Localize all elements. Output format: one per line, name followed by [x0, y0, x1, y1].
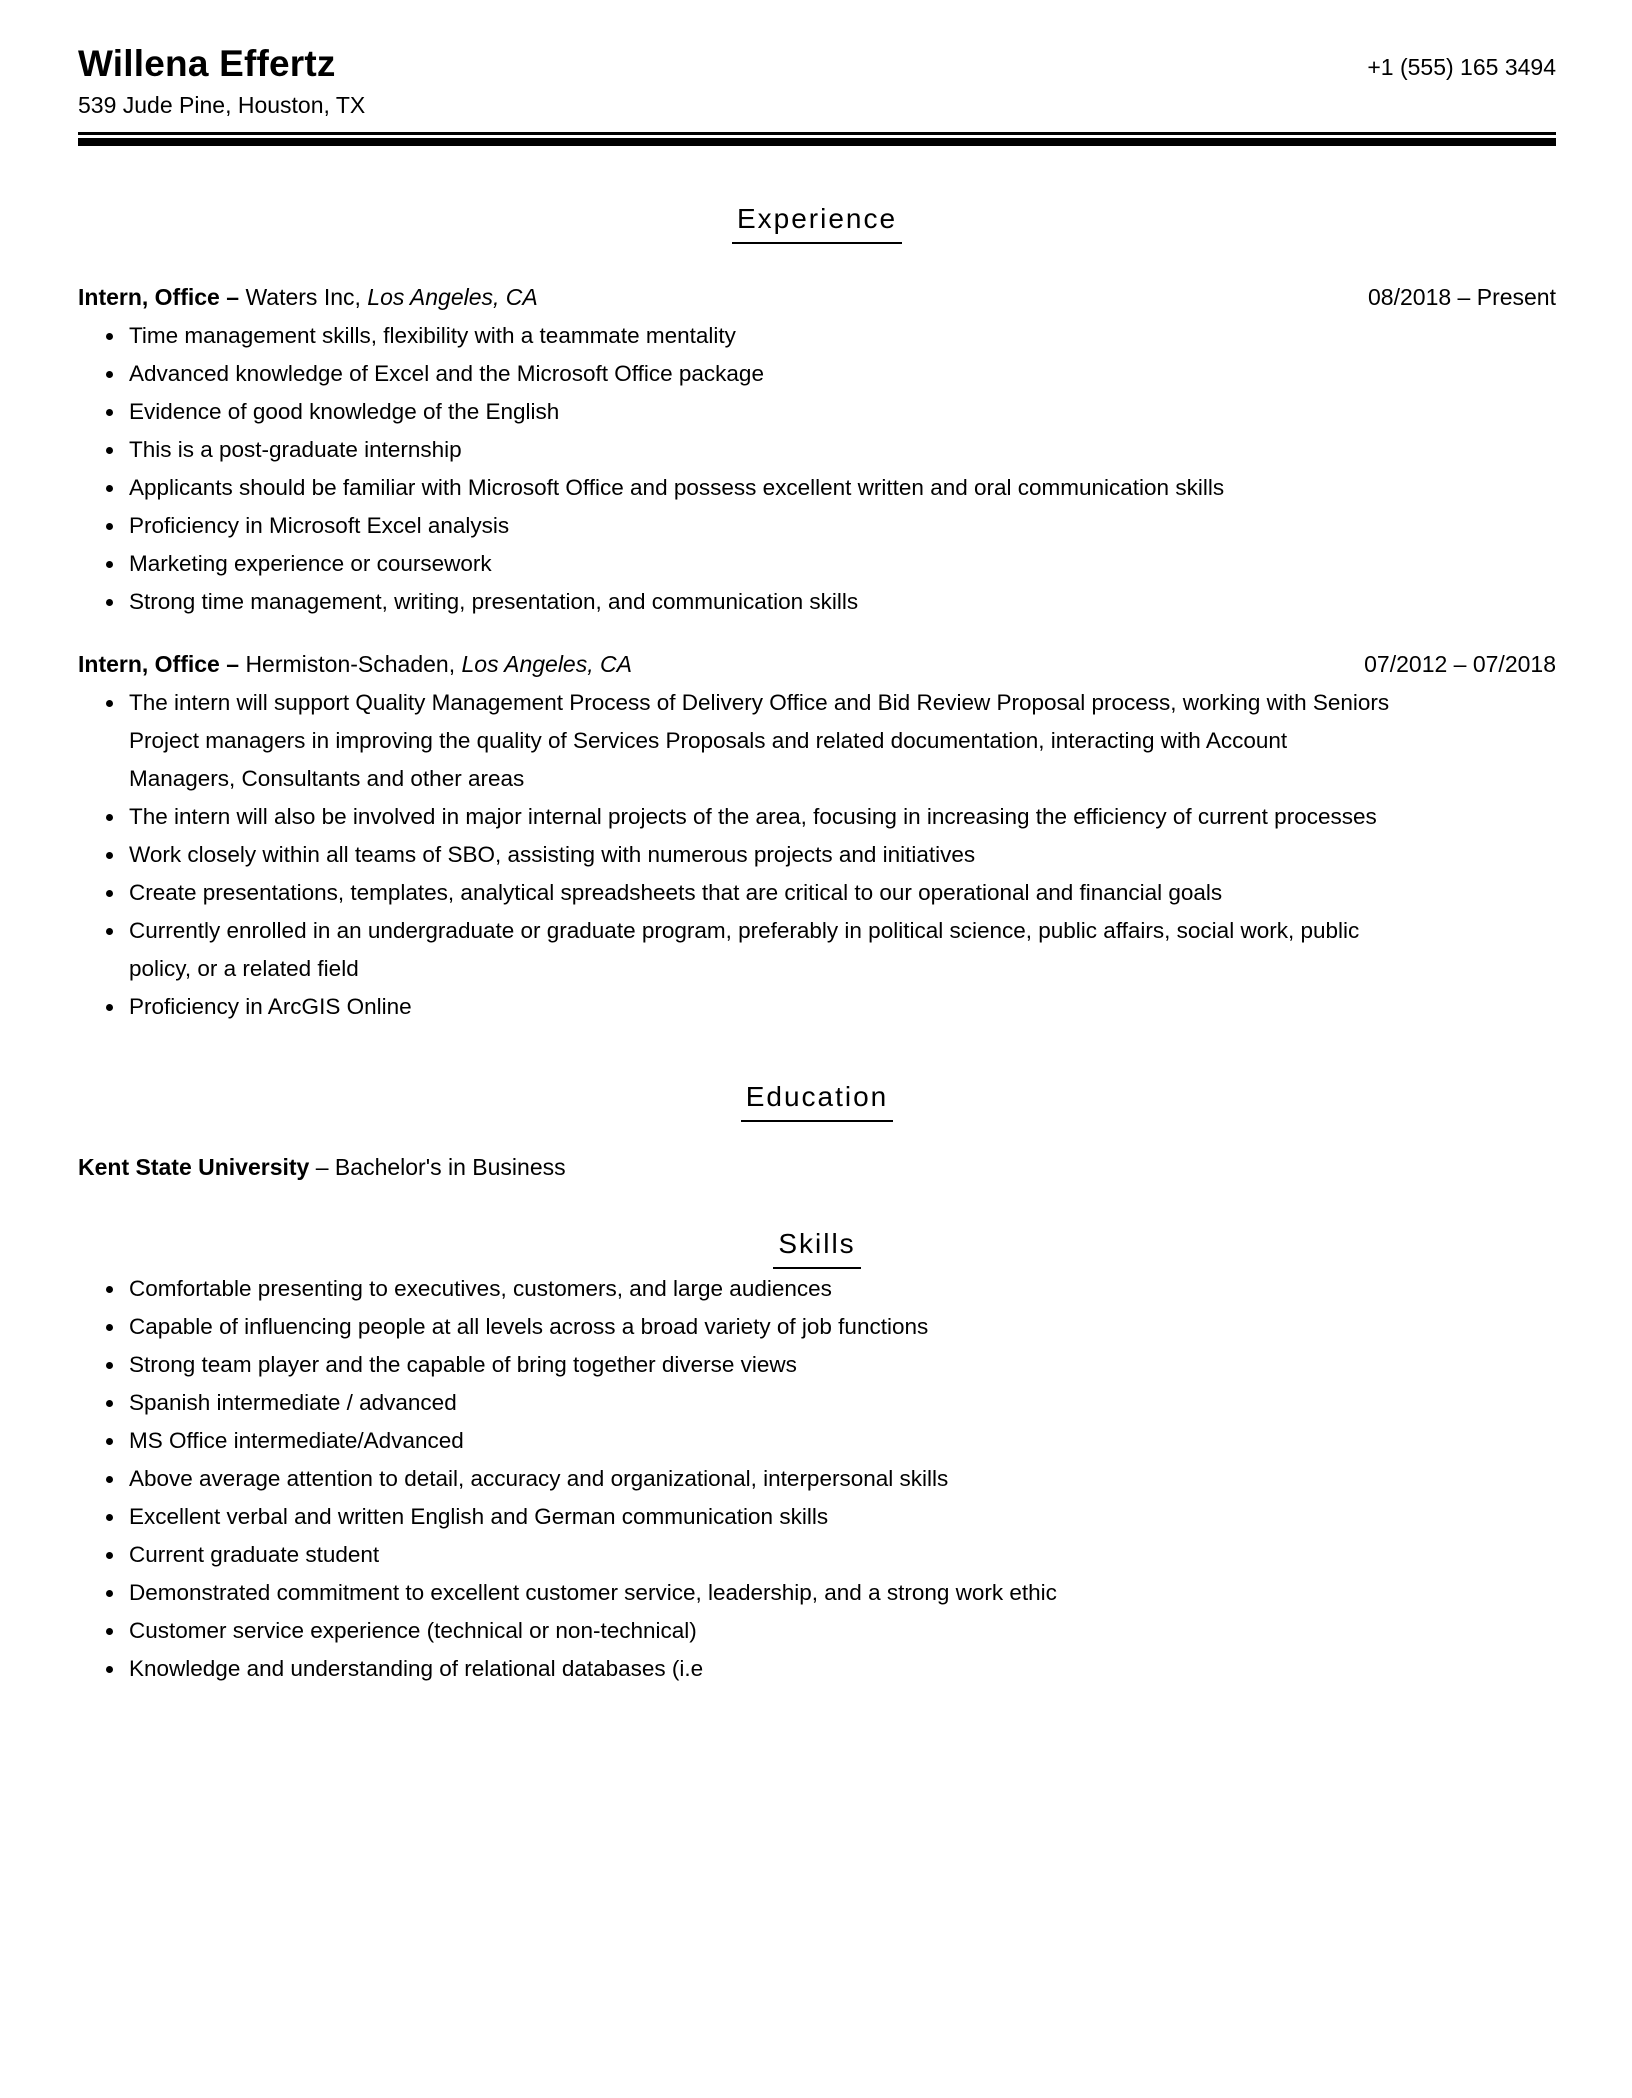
bullet-item: • Above average attention to detail, accuracy and organizational, interpersonal skills — [126, 1460, 1396, 1498]
bullet-item: • Evidence of good knowledge of the English — [126, 393, 1396, 431]
bullet-item: • Knowledge and understanding of relational databases (i.e — [126, 1650, 1396, 1688]
job-2-bullet-list — [78, 684, 1556, 1026]
job-1-role: Intern, Office – — [78, 283, 240, 310]
bullet-item: • Time management skills, flexibility with a teammate mentality — [126, 317, 1396, 355]
bullet-item: • Demonstrated commitment to excellent customer service, leadership, and a strong work ethic — [126, 1574, 1396, 1612]
bullet-item: • Marketing experience or coursework — [126, 545, 1396, 583]
job-1-company: Waters Inc, — [245, 283, 361, 310]
header-row — [78, 44, 1556, 85]
bullet-item: • Advanced knowledge of Excel and the Microsoft Office package — [126, 355, 1396, 393]
bullet-item: • This is a post-graduate internship — [126, 431, 1396, 469]
education-heading-text: Education — [741, 1081, 894, 1122]
divider-thick-rule — [78, 138, 1556, 146]
education-section-heading — [78, 1081, 1556, 1122]
bullet-item: • MS Office intermediate/Advanced — [126, 1422, 1396, 1460]
experience-job-1 — [78, 278, 1556, 621]
skills-heading-text: Skills — [773, 1228, 860, 1269]
bullet-item: • Excellent verbal and written English and German communication skills — [126, 1498, 1396, 1536]
resume-body — [78, 203, 1556, 1688]
job-1-location: Los Angeles, CA — [367, 283, 538, 310]
bullet-item: • Work closely within all teams of SBO, assisting with numerous projects and initiatives — [126, 836, 1396, 874]
experience-heading-text: Experience — [732, 203, 902, 244]
bullet-item: • Strong time management, writing, presentation, and communication skills — [126, 583, 1396, 621]
experience-job-2 — [78, 645, 1556, 1026]
bullet-item: • The intern will support Quality Management Process of Delivery Office and Bid Review Proposal process, working with Seniors Project managers in improving the quality of Services Proposals and related documentation, interacting with Account Managers, Consultants and other areas — [126, 684, 1396, 798]
bullet-item: • Strong team player and the capable of bring together diverse views — [126, 1346, 1396, 1384]
job-2-header — [78, 645, 1556, 683]
phone-number: +1 (555) 165 3494 — [1367, 54, 1556, 81]
bullet-item: • The intern will also be involved in major internal projects of the area, focusing in increasing the efficiency of current processes — [126, 798, 1396, 836]
bullet-item: • Customer service experience (technical or non-technical) — [126, 1612, 1396, 1650]
education-degree: – Bachelor's in Business — [315, 1153, 566, 1180]
bullet-item: • Spanish intermediate / advanced — [126, 1384, 1396, 1422]
job-2-title — [78, 645, 632, 683]
education-school: Kent State University — [78, 1153, 310, 1180]
candidate-address: 539 Jude Pine, Houston, TX — [78, 91, 366, 118]
education-entry — [78, 1148, 1556, 1186]
job-2-location: Los Angeles, CA — [461, 650, 632, 677]
bullet-item: • Capable of influencing people at all levels across a broad variety of job functions — [126, 1308, 1396, 1346]
bullet-item: • Proficiency in ArcGIS Online — [126, 988, 1396, 1026]
job-2-dates: 07/2012 – 07/2018 — [1364, 650, 1556, 677]
experience-section-heading — [78, 203, 1556, 244]
job-2-company: Hermiston-Schaden, — [245, 650, 456, 677]
job-1-header — [78, 278, 1556, 316]
skills-bullet-list — [78, 1270, 1556, 1688]
bullet-item: • Currently enrolled in an undergraduate or graduate program, preferably in political science, public affairs, social work, public policy, or a related field — [126, 912, 1396, 988]
bullet-item: • Current graduate student — [126, 1536, 1396, 1574]
bullet-item: • Comfortable presenting to executives, customers, and large audiences — [126, 1270, 1396, 1308]
resume-header — [78, 44, 1556, 146]
header-divider — [78, 132, 1556, 146]
bullet-item: • Create presentations, templates, analytical spreadsheets that are critical to our operational and financial goals — [126, 874, 1396, 912]
candidate-name: Willena Effertz — [78, 43, 336, 84]
job-1-title — [78, 278, 538, 316]
bullet-item: • Proficiency in Microsoft Excel analysis — [126, 507, 1396, 545]
job-2-role: Intern, Office – — [78, 650, 240, 677]
job-1-dates: 08/2018 – Present — [1368, 283, 1556, 310]
job-1-bullet-list — [78, 317, 1556, 621]
bullet-item: • Applicants should be familiar with Microsoft Office and possess excellent written and oral communication skills — [126, 469, 1396, 507]
skills-section-heading — [78, 1228, 1556, 1269]
